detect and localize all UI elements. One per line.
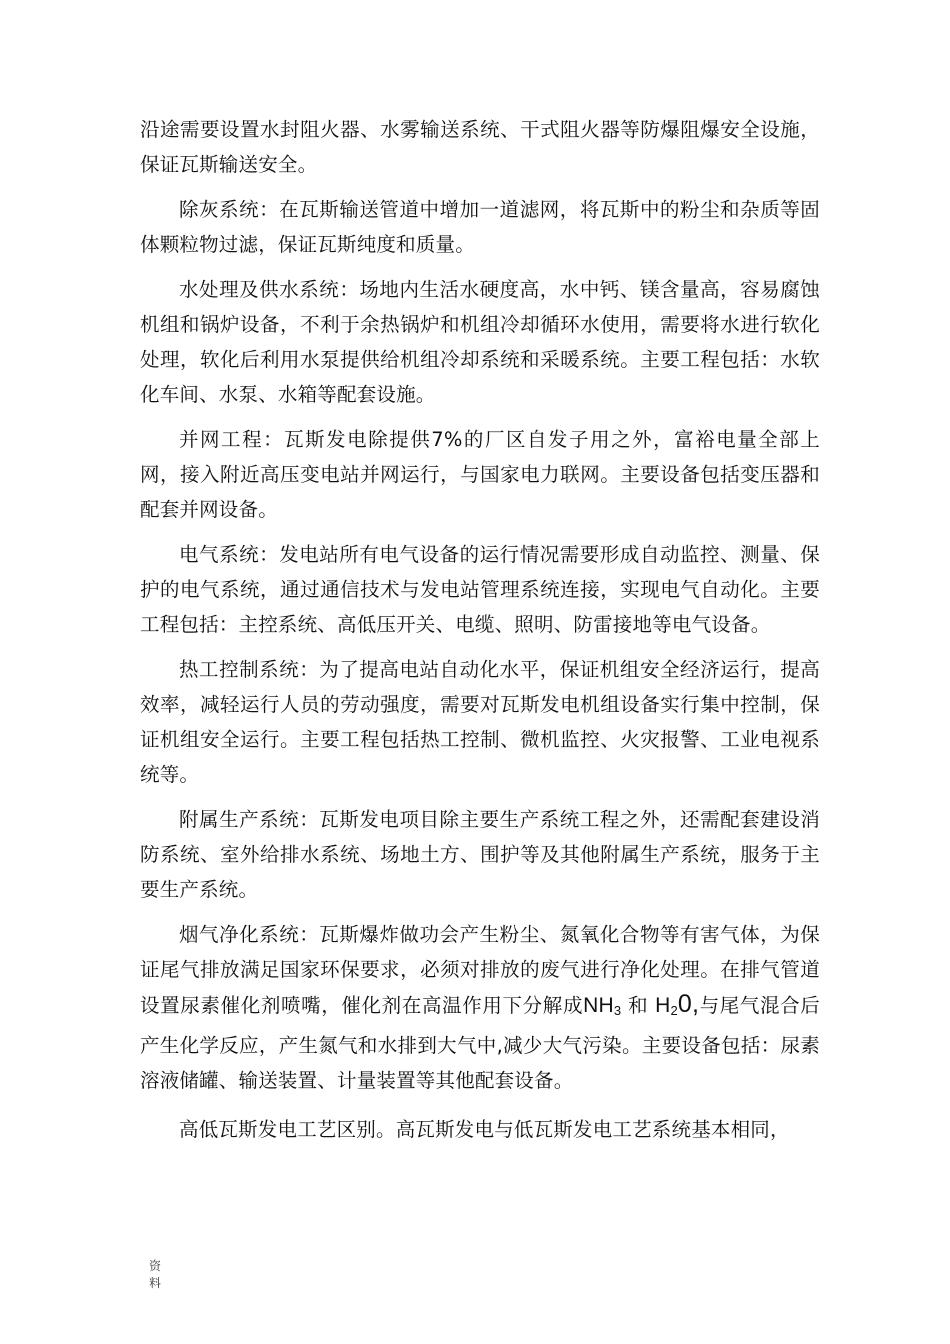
paragraph-safety-facilities: 沿途需要设置水封阻火器、水雾输送系统、干式阻火器等防爆阻爆安全设施，保证瓦斯输送安全。 [140,118,820,176]
paragraph-water-treatment: 水处理及供水系统：场地内生活水硬度高，水中钙、镁含量高，容易腐蚀机组和锅炉设备，不利于余热锅炉和机组冷却循环水使用，需要将水进行软化处理，软化后利用水泵提供给机组冷却系统和采暖系统。主要工程包括：水软化车间、水泵、水箱等配套设施。 [140,278,820,406]
paragraph-auxiliary-production: 附属生产系统：瓦斯发电项目除主要生产系统工程之外，还需配套建设消防系统、室外给排水系统、场地土方、围护等及其他附属生产系统，服务于主要生产系统。 [140,808,820,901]
footer-char-2: 料 [148,1276,161,1290]
formula-h2o: $H_20$, [655,990,700,1018]
paragraph-electrical-system: 电气系统：发电站所有电气设备的运行情况需要形成自动监控、测量、保护的电气系统，通过通信技术与发电站管理系统连接，实现电气自动化。主要工程包括：主控系统、高低压开关、电缆、照明、防雷接地等电气设备。 [140,543,820,636]
paragraph-flue-gas-purification [140,917,820,1098]
flue-gas-text-after: 与尾气混合后产生化学反应，产生氮气和水排到大气中,减少大气污染。主要设备包括：尿素溶液储罐、输送装置、计量装置等其他配套设备。 [140,994,820,1092]
footer-label [147,1258,163,1292]
footer-char-1: 资 [148,1259,161,1273]
document-body [140,112,820,1157]
paragraph-process-difference: 高低瓦斯发电工艺区别。高瓦斯发电与低瓦斯发电工艺系统基本相同， [179,1118,790,1141]
formula-nh3: $NH_3$ [583,994,622,1018]
paragraph-ash-removal: 除灰系统：在瓦斯输送管道中增加一道滤网，将瓦斯中的粉尘和杂质等固体颗粒物过滤，保证瓦斯纯度和质量。 [140,198,820,256]
flue-gas-text-before: 烟气净化系统：瓦斯爆炸做功会产生粉尘、氮氧化合物等有害气体，为保证尾气排放满足国家环保要求，必须对排放的废气进行净化处理。在排气管道设置尿素催化剂喷嘴，催化剂在高温作用下分解成 [140,923,820,1017]
conjunction-and: 和 [628,994,649,1017]
paragraph-thermal-control: 热工控制系统：为了提高电站自动化水平，保证机组安全经济运行，提高效率，减轻运行人员的劳动强度，需要对瓦斯发电机组设备实行集中控制，保证机组安全运行。主要工程包括热工控制、微机监控、火灾报警、工业电视系统等。 [140,658,820,786]
paragraph-grid-connection: 并网工程：瓦斯发电除提供7%的厂区自发子用之外，富裕电量全部上网，接入附近高压变电站并网运行，与国家电力联网。主要设备包括变压器和配套并网设备。 [140,428,820,521]
